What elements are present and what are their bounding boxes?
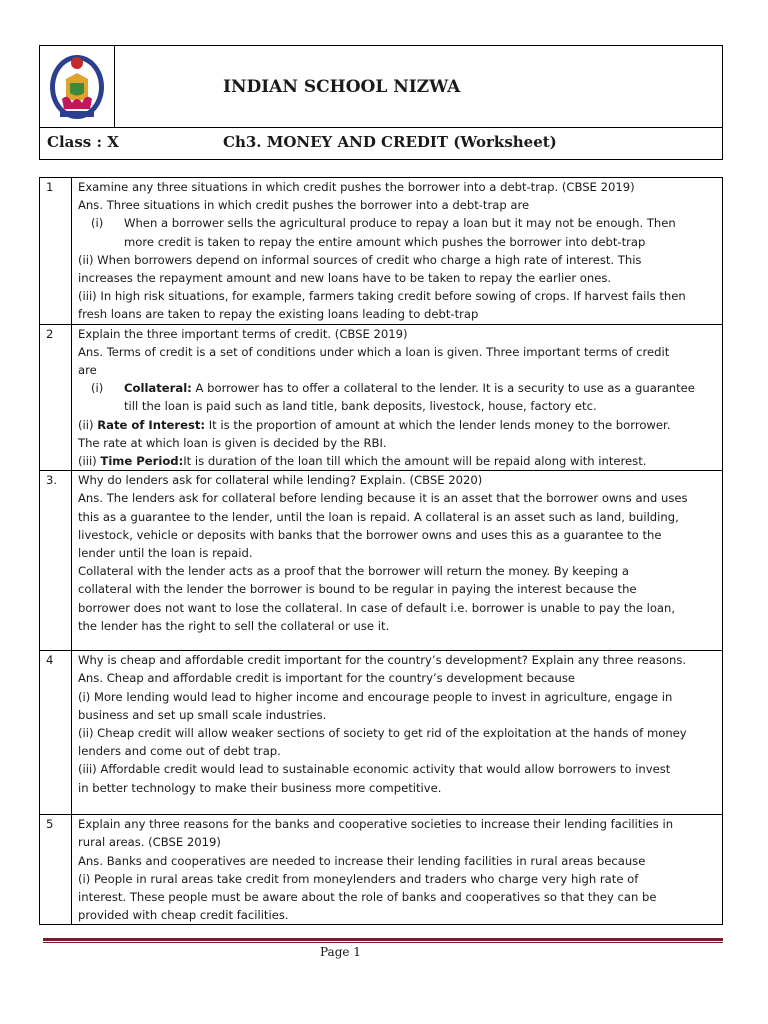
answer-line: Collateral with the lender acts as a proof that the borrower will return the money. By keeping a	[78, 564, 629, 579]
answer-line: collateral with the lender the borrower is bound to be regular in paying the interest because the	[78, 582, 637, 597]
answer-subpoint	[78, 379, 716, 415]
answer-line: increases the repayment amount and new loans have to be taken to repay the earlier ones.	[78, 271, 612, 286]
answer-line: livestock, vehicle or deposits with banks that the borrower owns and uses this as a guarantee to the	[78, 527, 662, 542]
answer-line: Ans. Cheap and affordable credit is important for the country’s development because	[78, 671, 576, 686]
question-number: 4	[40, 651, 72, 815]
answer-line: business and set up small scale industries.	[78, 707, 327, 722]
answer-line: (ii) When borrowers depend on informal sources of credit who charge a high rate of interest. This	[78, 252, 642, 267]
answer-line: till the loan is paid such as land title, bank deposits, livestock, house, factory etc.	[124, 399, 597, 414]
answer-line: (iii) Affordable credit would lead to sustainable economic activity that would allow borrowers to invest	[78, 762, 671, 777]
term-text: A borrower has to offer a collateral to the lender. It is a security to use as a guarantee	[191, 381, 695, 396]
answer-line: fresh loans are taken to repay the existing loans leading to debt-trap	[78, 307, 479, 322]
answer-line: lenders and come out of debt trap.	[78, 744, 281, 759]
question-text: Why do lenders ask for collateral while lending? Explain. (CBSE 2020)	[78, 473, 483, 488]
answer-line: (i) People in rural areas take credit from moneylenders and traders who charge very high rate of	[78, 871, 639, 886]
term-collateral: Collateral:	[124, 381, 192, 396]
answer-line	[124, 379, 716, 397]
answer-line	[78, 416, 716, 434]
answer-line: are	[78, 363, 97, 378]
class-label: Class : X	[47, 133, 119, 151]
term-prefix: (ii)	[78, 417, 98, 432]
question-answer	[72, 178, 723, 325]
answer-line: this as a guarantee to the lender, until the loan is repaid. A collateral is an asset such as land, building,	[78, 509, 679, 524]
answer-line: (iii) In high risk situations, for example, farmers taking credit before sowing of crops. If harvest fails then	[78, 289, 686, 304]
term-rate-of-interest: Rate of Interest:	[97, 417, 206, 432]
question-text: Examine any three situations in which credit pushes the borrower into a debt-trap. (CBSE 2019)	[78, 180, 635, 194]
question-text: rural areas. (CBSE 2019)	[78, 835, 221, 850]
subpoint-marker: (i)	[91, 216, 104, 231]
question-row	[40, 471, 723, 651]
footer-divider	[43, 938, 723, 944]
answer-line: Ans. Terms of credit is a set of conditions under which a loan is given. Three important terms of credit	[78, 344, 670, 359]
class-row	[39, 128, 723, 160]
question-number: 5	[40, 815, 72, 925]
answer-line: interest. These people must be aware about the role of banks and cooperatives so that they can be	[78, 890, 657, 905]
answer-line: Ans. The lenders ask for collateral before lending because it is an asset that the borrower owns and uses	[78, 491, 688, 506]
question-text: Explain the three important terms of credit. (CBSE 2019)	[78, 326, 408, 341]
answer-line	[78, 452, 716, 470]
subpoint-marker: (i)	[91, 381, 104, 396]
answer-line: more credit is taken to repay the entire amount which pushes the borrower into debt-trap	[124, 234, 646, 249]
header-title-box	[39, 45, 723, 128]
question-row	[40, 178, 723, 325]
answer-line: (ii) Cheap credit will allow weaker sections of society to get rid of the exploitation at the hands of money	[78, 726, 687, 741]
answer-line: borrower does not want to lose the collateral. In case of default i.e. borrower is unable to pay the loan,	[78, 600, 676, 615]
question-number: 3.	[40, 471, 72, 651]
answer-line: Ans. Three situations in which credit pushes the borrower into a debt-trap are	[78, 198, 530, 213]
answer-line: The rate at which loan is given is decided by the RBI.	[78, 435, 387, 450]
question-text: Explain any three reasons for the banks and cooperative societies to increase their lending facilities in	[78, 817, 674, 832]
chapter-title: Ch3. MONEY AND CREDIT (Worksheet)	[223, 133, 557, 151]
question-answer	[72, 651, 723, 815]
answer-line: in better technology to make their business more competitive.	[78, 780, 442, 795]
answer-line: When a borrower sells the agricultural produce to repay a loan but it may not be enough. Then	[124, 216, 676, 231]
footer-rule-thin	[43, 942, 723, 943]
answer-line: lender until the loan is repaid.	[78, 546, 253, 561]
question-answer	[72, 324, 723, 471]
school-name: INDIAN SCHOOL NIZWA	[223, 77, 461, 97]
footer-rule-thick	[43, 938, 723, 941]
question-row	[40, 651, 723, 815]
question-row	[40, 324, 723, 471]
question-number: 2	[40, 324, 72, 471]
term-prefix: (iii)	[78, 454, 101, 469]
question-number: 1	[40, 178, 72, 325]
answer-line: provided with cheap credit facilities.	[78, 908, 289, 923]
term-text: It is the proportion of amount at which the lender lends money to the borrower.	[205, 417, 671, 432]
answer-line: the lender has the right to sell the collateral or use it.	[78, 618, 390, 633]
term-time-period: Time Period:	[100, 454, 184, 469]
question-row	[40, 815, 723, 925]
term-text: It is duration of the loan till which the amount will be repaid along with interest.	[183, 454, 647, 469]
question-answer	[72, 815, 723, 925]
page-number: Page 1	[320, 945, 361, 959]
answer-line: (i) More lending would lead to higher income and encourage people to invest in agriculture, engage in	[78, 689, 673, 704]
question-text: Why is cheap and affordable credit important for the country’s development? Explain any three reasons.	[78, 653, 687, 668]
question-answer	[72, 471, 723, 651]
worksheet-table	[39, 177, 723, 925]
answer-subpoint	[78, 214, 716, 250]
answer-line: Ans. Banks and cooperatives are needed to increase their lending facilities in rural areas because	[78, 853, 646, 868]
